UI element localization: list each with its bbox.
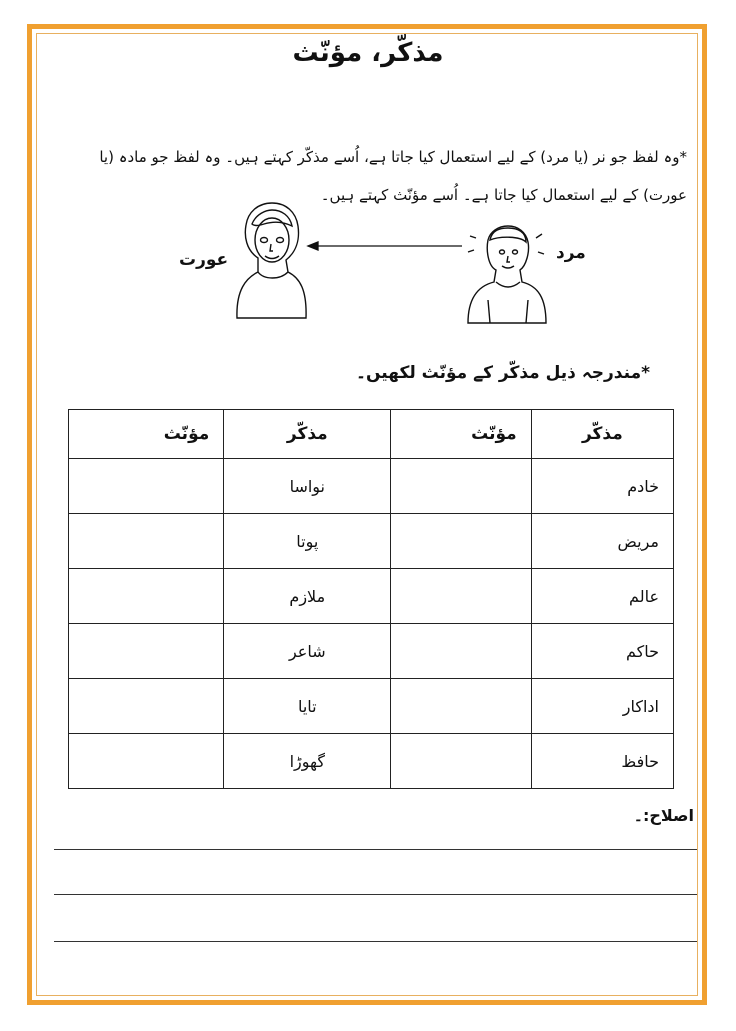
correction-label: اصلاح:۔ [633, 806, 694, 825]
writing-line[interactable] [54, 894, 697, 895]
table-row [69, 679, 674, 734]
gender-table [68, 409, 674, 789]
woman-label: عورت [179, 250, 229, 270]
page-title: مذکّر، مؤنّث [292, 38, 444, 68]
feminine-answer-cell[interactable] [69, 679, 224, 734]
table-row [69, 514, 674, 569]
feminine-answer-cell[interactable] [391, 624, 531, 679]
man-figure [468, 226, 546, 323]
writing-line[interactable] [54, 941, 697, 942]
illustration [0, 0, 736, 340]
masculine-word: تایا [224, 679, 391, 734]
feminine-answer-cell[interactable] [391, 514, 531, 569]
masculine-word: پوتا [224, 514, 391, 569]
feminine-answer-cell[interactable] [391, 459, 531, 514]
table-row [69, 624, 674, 679]
table-row [69, 734, 674, 789]
masculine-word: گھوڑا [224, 734, 391, 789]
masculine-word: مریض [531, 514, 673, 569]
masculine-word: نواسا [224, 459, 391, 514]
writing-line[interactable] [54, 849, 697, 850]
masculine-word: عالم [531, 569, 673, 624]
header-feminine-2: مؤنّث [69, 410, 224, 459]
masculine-word: ملازم [224, 569, 391, 624]
masculine-word: خادم [531, 459, 673, 514]
table-header-row [69, 410, 674, 459]
arrow [308, 242, 462, 250]
masculine-word: اداکار [531, 679, 673, 734]
masculine-word: حاکم [531, 624, 673, 679]
exercise-instruction: *مندرجہ ذیل مذکّر کے مؤنّث لکھیں۔ [356, 363, 650, 383]
feminine-answer-cell[interactable] [391, 734, 531, 789]
table-row [69, 569, 674, 624]
feminine-answer-cell[interactable] [69, 459, 224, 514]
feminine-answer-cell[interactable] [69, 514, 224, 569]
table-row [69, 459, 674, 514]
definition-paragraph: *وہ لفظ جو نر (یا مرد) کے لیے استعمال کیا جاتا ہے، اُسے مذکّر کہتے ہیں۔ وہ لفظ جو مادہ (یا عورت) کے لیے استعمال کیا جاتا ہے۔ اُسے مؤنّث کہتے ہیں۔ [99, 148, 687, 204]
feminine-answer-cell[interactable] [391, 679, 531, 734]
header-masculine-1: مذکّر [531, 410, 673, 459]
woman-figure [237, 203, 306, 318]
feminine-answer-cell[interactable] [391, 569, 531, 624]
header-masculine-2: مذکّر [224, 410, 391, 459]
feminine-answer-cell[interactable] [69, 734, 224, 789]
masculine-word: حافظ [531, 734, 673, 789]
feminine-answer-cell[interactable] [69, 624, 224, 679]
man-label: مرد [556, 243, 586, 263]
header-feminine-1: مؤنّث [391, 410, 531, 459]
feminine-answer-cell[interactable] [69, 569, 224, 624]
masculine-word: شاعر [224, 624, 391, 679]
